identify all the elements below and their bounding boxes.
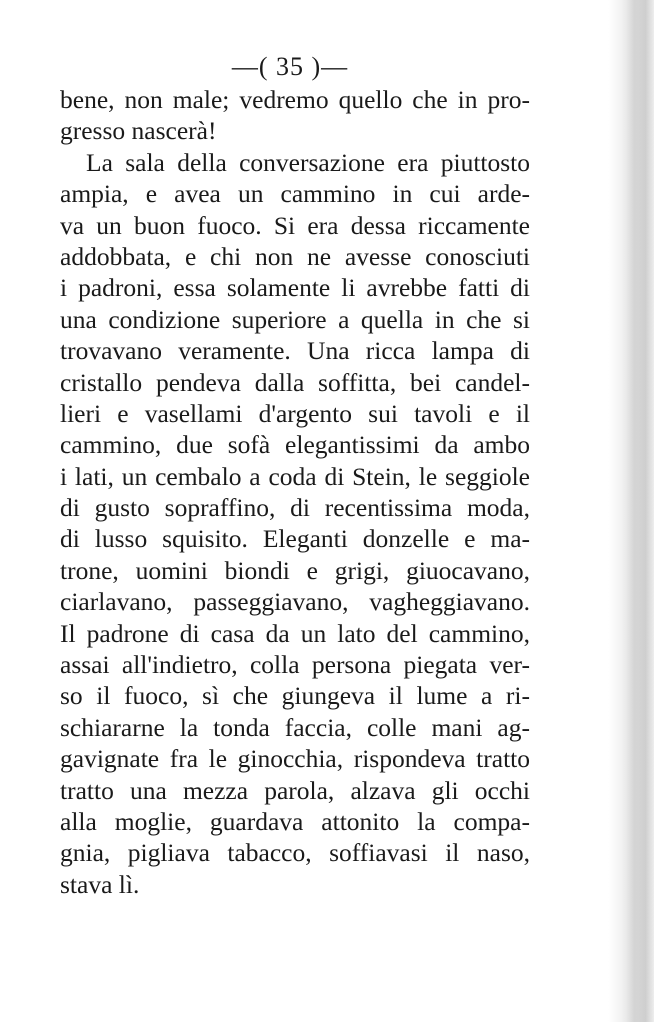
text-line: lieri e vasellami d'argento sui tavoli e il [60, 398, 530, 428]
text-line: cammino, due sofà elegantissimi da ambo [60, 430, 530, 460]
text-line: trovavano veramente. Una ricca lampa di [60, 336, 530, 366]
text-line: cristallo pendeva dalla soffitta, bei candel- [60, 367, 530, 397]
text-line: alla moglie, guardava attonito la compa- [60, 806, 530, 836]
text-line: va un buon fuoco. Si era dessa riccamente [60, 210, 530, 240]
text-line: ampia, e avea un cammino in cui arde- [60, 179, 530, 209]
text-line: di lusso squisito. Eleganti donzelle e ma- [60, 524, 530, 554]
text-line: una condizione superiore a quella in che si [60, 304, 530, 334]
page-number-header: —( 35 )— [231, 52, 349, 81]
text-line: gresso nascerà! [60, 116, 217, 146]
text-line: addobbata, e chi non ne avesse conosciuti [60, 241, 530, 271]
body-text [60, 84, 530, 900]
text-line: i padroni, essa solamente li avrebbe fatti di [60, 273, 530, 303]
text-line: La sala della conversazione era piuttosto [86, 147, 530, 177]
page-binding-shadow [626, 0, 654, 1022]
text-line: trone, uomini biondi e grigi, giuocavano, [60, 555, 530, 585]
text-line: i lati, un cembalo a coda di Stein, le seggiole [60, 461, 530, 491]
text-line: assai all'indietro, colla persona piegata ver- [60, 650, 530, 680]
text-line: bene, non male; vedremo quello che in pro- [60, 85, 530, 114]
text-line: ciarlavano, passeggiavano, vagheggiavano. [60, 587, 530, 617]
text-line: tratto una mezza parola, alzava gli occhi [60, 775, 530, 805]
text-line: di gusto sopraffino, di recentissima moda, [60, 493, 530, 523]
text-line: so il fuoco, sì che giungeva il lume a ri- [60, 681, 530, 711]
text-line: schiararne la tonda faccia, colle mani ag- [60, 712, 530, 742]
text-line: gnia, pigliava tabacco, soffiavasi il naso, [60, 838, 530, 868]
text-line: stava lì. [60, 869, 140, 899]
text-line: Il padrone di casa da un lato del cammino, [60, 618, 530, 648]
text-line: gavignate fra le ginocchia, rispondeva tratto [60, 744, 530, 774]
